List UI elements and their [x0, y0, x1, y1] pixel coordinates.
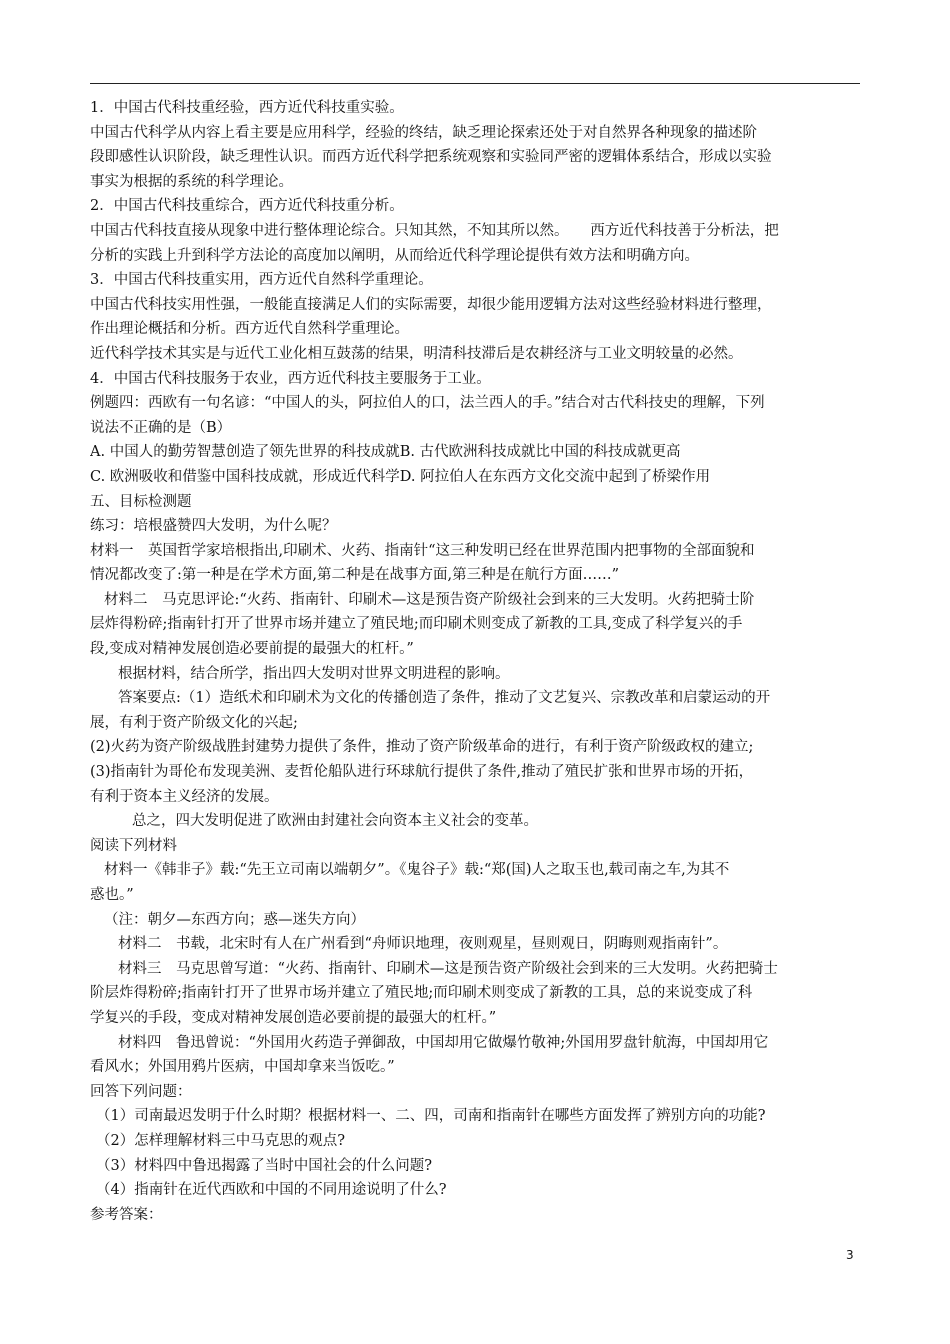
text-line: 中国古代科技直接从现象中进行整体理论综合。只知其然，不知其所以然。 西方近代科技善于分析法，把: [90, 222, 779, 239]
text-line: 材料一 英国哲学家培根指出,印刷术、火药、指南针“这三种发明已经在世界范围内把事物的全部面貌和: [90, 542, 755, 559]
text-line: 材料一《韩非子》载:“先王立司南以端朝夕”。《鬼谷子》载:“郑(国)人之取玉也,载司南之车,为其不: [104, 862, 730, 879]
text-line: (2)火药为资产阶级战胜封建势力提供了条件，推动了资产阶级革命的进行，有利于资产阶级政权的建立;: [90, 739, 754, 756]
text-line: 根据材料，结合所学，指出四大发明对世界文明进程的影响。: [118, 665, 510, 682]
document-body: [90, 96, 860, 1227]
text-line: 段即感性认识阶段，缺乏理性认识。而西方近代科学把系统观察和实验同严密的逻辑体系结合，形成以实验: [90, 149, 772, 166]
text-line: 参考答案：: [90, 1206, 163, 1223]
text-line: 4．中国古代科技服务于农业，西方近代科技主要服务于工业。: [90, 370, 491, 387]
text-line: 材料三 马克思曾写道：“火药、指南针、印刷术—这是预告资产阶级社会到来的三大发明。火药把骑士: [118, 960, 778, 977]
text-line: 情况都改变了:第一种是在学术方面,第二种是在战事方面,第三种是在航行方面……”: [90, 567, 620, 584]
text-line: 五、目标检测题: [90, 493, 192, 510]
text-line: 答案要点:（1）造纸术和印刷术为文化的传播创造了条件，推动了文艺复兴、宗教改革和启蒙运动的开: [118, 690, 771, 707]
text-line: 近代科学技术其实是与近代工业化相互鼓荡的结果，明清科技滞后是农耕经济与工业文明较量的必然。: [90, 345, 743, 362]
text-line: 阶层炸得粉碎;指南针打开了世界市场并建立了殖民地;而印刷术则变成了新教的工具，总的来说变成了科: [90, 985, 753, 1002]
text-line: 材料二 书载，北宋时有人在广州看到“舟师识地理，夜则观星，昼则观日，阴晦则观指南针”。: [118, 936, 728, 953]
text-line: (3)指南针为哥伦布发现美洲、麦哲伦船队进行环球航行提供了条件,推动了殖民扩张和世界市场的开拓，: [90, 764, 754, 781]
text-line: （注：朝夕—东西方向；惑—迷失方向）: [104, 911, 365, 928]
text-line: （3）材料四中鲁迅揭露了当时中国社会的什么问题?: [96, 1157, 432, 1174]
text-line: 例题四：西欧有一句名谚：“中国人的头，阿拉伯人的口，法兰西人的手。”结合对古代科技史的理解，下列: [90, 395, 765, 412]
text-line: 惑也。”: [90, 887, 134, 903]
text-line: 事实为根据的系统的科学理论。: [90, 173, 293, 190]
text-line: 段,变成对精神发展创造必要前提的最强大的杠杆。”: [90, 641, 414, 658]
text-line: 3．中国古代科技重实用，西方近代自然科学重理论。: [90, 272, 433, 289]
text-line: 回答下列问题：: [90, 1083, 192, 1100]
text-line: 练习：培根盛赞四大发明，为什么呢？: [90, 518, 337, 535]
text-line: （4）指南针在近代西欧和中国的不同用途说明了什么?: [96, 1182, 447, 1199]
text-line: 阅读下列材料: [90, 837, 177, 854]
text-line: 学复兴的手段，变成对精神发展创造必要前提的最强大的杠杆。”: [90, 1009, 497, 1026]
text-line: （1）司南最迟发明于什么时期？根据材料一、二、四，司南和指南针在哪些方面发挥了辨别方向的功能?: [96, 1108, 766, 1125]
text-line: 材料四 鲁迅曾说：“外国用火药造子弹御敌，中国却用它做爆竹敬神;外国用罗盘针航海，中国却用它: [118, 1034, 769, 1051]
text-line: 看风水；外国用鸦片医病，中国却拿来当饭吃。”: [90, 1059, 395, 1076]
text-line: 中国古代科学从内容上看主要是应用科学，经验的终结，缺乏理论探索还处于对自然界各种现象的描述阶: [90, 124, 757, 141]
text-line: 2．中国古代科技重综合，西方近代科技重分析。: [90, 198, 404, 215]
text-line: 1．中国古代科技重经验，西方近代科技重实验。: [90, 100, 404, 116]
text-line: 说法不正确的是（B）: [90, 419, 232, 436]
text-line: 作出理论概括和分析。西方近代自然科学重理论。: [90, 321, 409, 338]
text-line: 材料二 马克思评论:“火药、指南针、印刷术—这是预告资产阶级社会到来的三大发明。火药把骑士阶: [104, 591, 755, 608]
text-line: 分析的实践上升到科学方法论的高度加以阐明，从而给近代科学理论提供有效方法和明确方向。: [90, 247, 699, 264]
text-line: A. 中国人的勤劳智慧创造了领先世界的科技成就B. 古代欧洲科技成就比中国的科技成就更高: [90, 444, 681, 461]
page-number: 3: [846, 1248, 854, 1262]
text-line: 层炸得粉碎;指南针打开了世界市场并建立了殖民地;而印刷术则变成了新教的工具,变成了科学复兴的手: [90, 616, 743, 633]
text-line: 有利于资本主义经济的发展。: [90, 788, 279, 805]
text-line: （2）怎样理解材料三中马克思的观点?: [96, 1132, 345, 1149]
text-line: 中国古代科技实用性强，一般能直接满足人们的实际需要，却很少能用逻辑方法对这些经验材料进行整理，: [90, 296, 772, 313]
text-line: 总之，四大发明促进了欧洲由封建社会向资本主义社会的变革。: [132, 813, 538, 830]
text-line: C. 欧洲吸收和借鉴中国科技成就，形成近代科学D. 阿拉伯人在东西方文化交流中起到了桥梁作用: [90, 468, 711, 485]
text-line: 展，有利于资产阶级文化的兴起;: [90, 714, 298, 731]
header-rule: [90, 83, 860, 84]
